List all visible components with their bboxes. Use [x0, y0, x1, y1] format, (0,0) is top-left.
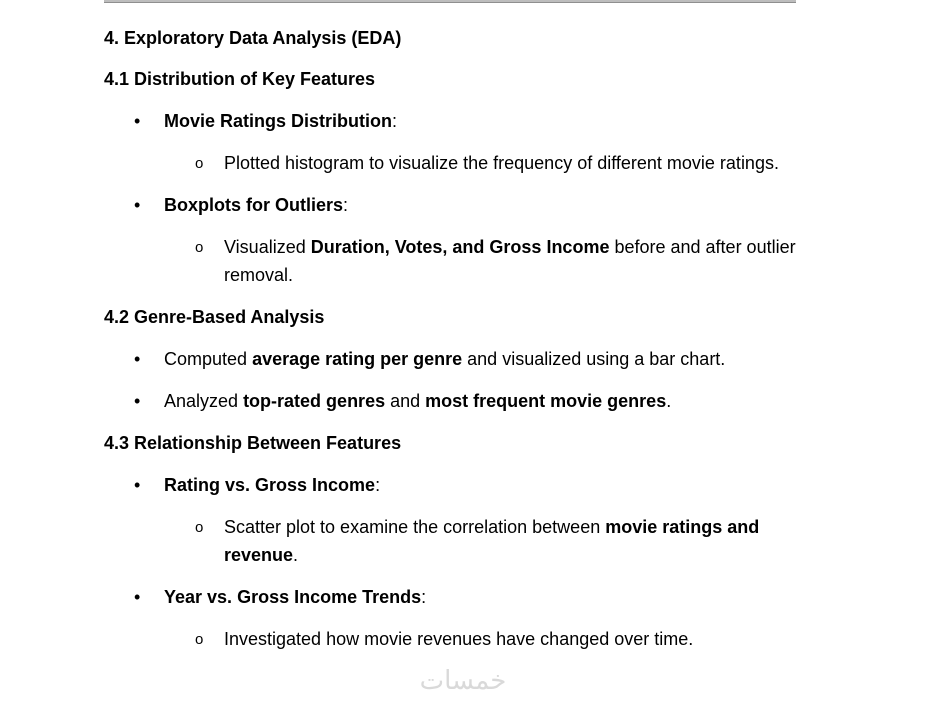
subsection-heading-4-1: 4.1 Distribution of Key Features — [104, 69, 376, 89]
text-run: Computed — [164, 349, 253, 369]
bullet-colon: : — [392, 111, 398, 131]
sub-bullet-scatter-plot — [104, 513, 824, 569]
subsection-heading-4-2: 4.2 Genre-Based Analysis — [104, 307, 325, 327]
text-run: Scatter plot to examine the correlation between — [224, 517, 606, 537]
watermark-logo: خمسات — [419, 666, 507, 696]
text-run: . — [293, 545, 299, 565]
bold-run: top-rated genres — [243, 391, 386, 411]
bold-run: average rating per genre — [252, 349, 463, 369]
section-heading-eda: 4. Exploratory Data Analysis (EDA) — [104, 28, 402, 48]
sub-bullet-histogram: o Plotted histogram to visualize the frequency of different movie ratings. — [104, 149, 796, 177]
bullet-label: Year vs. Gross Income Trends — [164, 587, 422, 607]
bullet-colon: : — [421, 587, 427, 607]
text-run: Analyzed — [164, 391, 244, 411]
bold-run: most frequent movie genres — [425, 391, 667, 411]
text-run: . — [666, 391, 672, 411]
document-body — [104, 24, 804, 667]
bullet-rating-vs-gross-income — [104, 471, 804, 499]
bullet-year-vs-gross-income — [104, 583, 804, 611]
bullet-label: Boxplots for Outliers — [164, 195, 344, 215]
bullet-label: Rating vs. Gross Income — [164, 475, 376, 495]
text-run: before and after outlier removal. — [224, 237, 796, 285]
text-run: and visualized using a bar chart. — [462, 349, 726, 369]
bold-run: Duration, Votes, and Gross Income — [310, 237, 610, 257]
bullet-boxplots-outliers — [104, 191, 804, 219]
bullet-movie-ratings-distribution — [104, 107, 804, 135]
top-horizontal-rule — [104, 0, 796, 3]
bold-run: movie ratings and revenue — [224, 517, 760, 565]
subsection-heading-4-3: 4.3 Relationship Between Features — [104, 433, 402, 453]
bullet-average-rating-per-genre — [104, 345, 804, 373]
sub-bullet-revenues-over-time: o Investigated how movie revenues have changed over time. — [104, 625, 796, 653]
bullet-label: Movie Ratings Distribution — [164, 111, 393, 131]
text-run: Visualized — [224, 237, 311, 257]
bullet-colon: : — [343, 195, 349, 215]
sub-bullet-visualized-outliers — [104, 233, 796, 289]
bullet-colon: : — [375, 475, 381, 495]
bullet-top-rated-genres — [104, 387, 804, 415]
text-run: and — [385, 391, 426, 411]
